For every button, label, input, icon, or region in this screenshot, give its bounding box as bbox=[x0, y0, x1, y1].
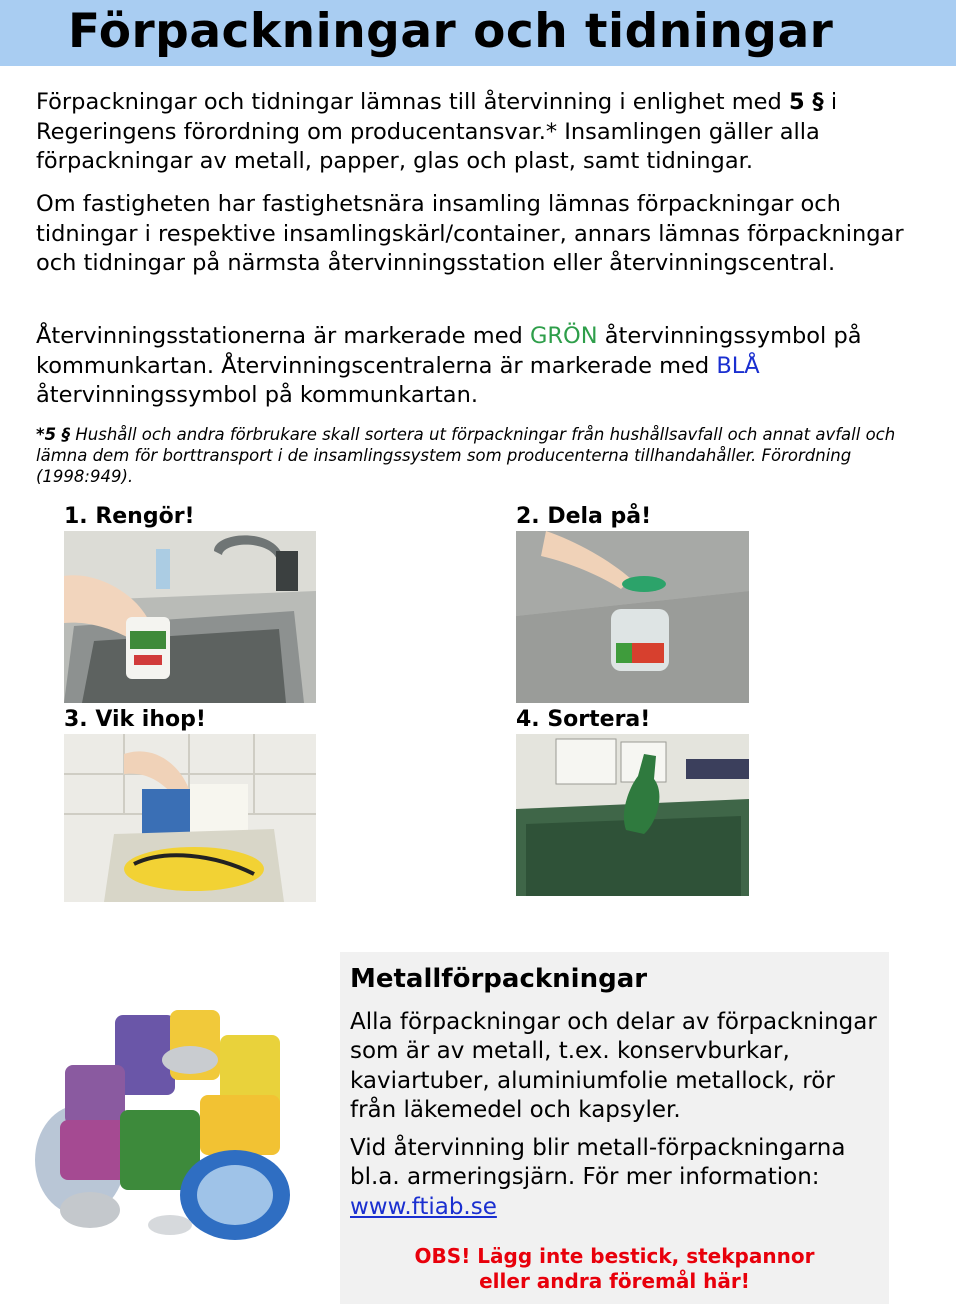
page-title: Förpackningar och tidningar bbox=[68, 4, 834, 59]
intro-paragraph-1 bbox=[36, 88, 936, 177]
photo-fold bbox=[64, 734, 316, 902]
intro-paragraph-2: Om fastigheten har fastighetsnära insamling lämnas förpackningar och tidningar i respektive insamlingskärl/container, annars lämnas förpackningar och tidningar på närmsta återvinningsstation eller återvinningscentral. bbox=[36, 191, 904, 276]
title-banner bbox=[0, 0, 956, 66]
blue-keyword: BLÅ bbox=[716, 352, 760, 379]
green-keyword: GRÖN bbox=[529, 323, 598, 349]
intro-text-a: Förpackningar och tidningar lämnas till återvinning i enlighet med bbox=[36, 89, 789, 115]
metal-recycling-text: Vid återvinning blir metall-förpackningarna bl.a. armeringsjärn. För mer information: bbox=[350, 1135, 846, 1191]
intro-text-b: i Regeringens förordning om producentansvar.* Insamlingen gäller alla förpackningar av metall, papper, glas och plast, samt tidningar. bbox=[36, 89, 838, 174]
p3-text-c: återvinningssymbol på kommunkartan. bbox=[36, 382, 478, 408]
photo-sort bbox=[516, 734, 749, 896]
footnote-marker: *5 § bbox=[36, 425, 71, 444]
footnote-text: Hushåll och andra förbrukare skall sortera ut förpackningar från hushållsavfall och annat avfall och lämna dem för borttransport i de insamlingssystem som producenterna tillhandahåller. Förordning (1998:949). bbox=[36, 425, 896, 486]
warning-line-1: OBS! Lägg inte bestick, stekpannor bbox=[414, 1244, 815, 1268]
p3-text-b: återvinningssymbol på kommunkartan. Återvinningscentralerna är markerade med bbox=[36, 323, 862, 379]
metal-description: Alla förpackningar och delar av förpackningar som är av metall, t.ex. konservburkar, kaviartuber, aluminiumfolie metallock, rör från läkemedel och kapsyler. bbox=[350, 1009, 877, 1123]
intro-paragraph-3 bbox=[36, 322, 936, 411]
section-ref: 5 § bbox=[788, 89, 824, 115]
photo-metal-cans bbox=[20, 990, 330, 1250]
photo-separate bbox=[516, 531, 749, 703]
step-1-label: 1. Rengör! bbox=[64, 504, 195, 529]
footnote bbox=[36, 424, 946, 487]
ftiab-link[interactable]: www.ftiab.se bbox=[350, 1193, 497, 1220]
step-2-label: 2. Dela på! bbox=[516, 504, 652, 529]
step-3-label: 3. Vik ihop! bbox=[64, 707, 206, 732]
metal-recycling-info bbox=[350, 1134, 885, 1222]
metal-heading: Metallförpackningar bbox=[350, 964, 648, 994]
p3-text-a: Återvinningsstationerna är markerade med bbox=[36, 323, 530, 349]
warning-line-2: eller andra föremål här! bbox=[479, 1269, 750, 1293]
photo-rinse bbox=[64, 531, 316, 703]
metal-info-box bbox=[340, 952, 889, 1304]
step-4-label: 4. Sortera! bbox=[516, 707, 651, 732]
